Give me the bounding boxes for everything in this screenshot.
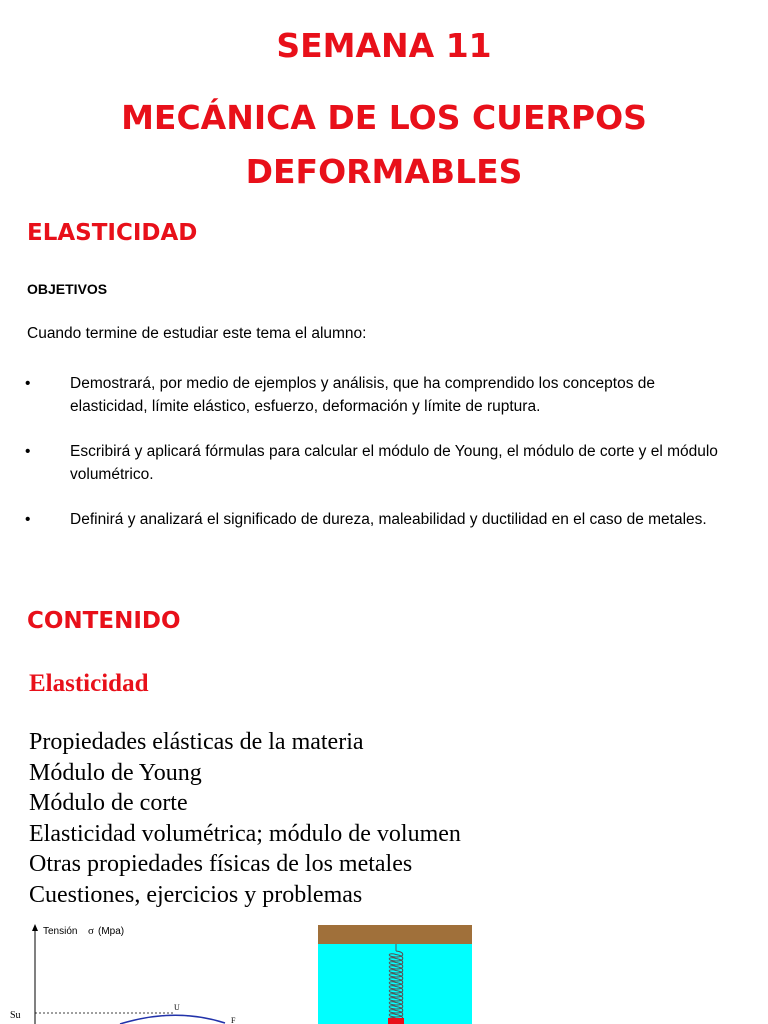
main-title-line1: MECÁNICA DE LOS CUERPOS [121, 98, 647, 137]
objective-item [0, 440, 768, 486]
content-item: Propiedades elásticas de la materia [29, 729, 364, 755]
content-subheading: Elasticidad [29, 670, 149, 697]
stress-strain-figure [0, 915, 768, 1024]
objective-text: Escribirá y aplicará fórmulas para calcular el módulo de Young, el módulo de corte y el módulo volumétrico. [70, 443, 718, 483]
main-title-line2: DEFORMABLES [245, 152, 523, 191]
content-item: Módulo de corte [29, 790, 188, 816]
content-item: Cuestiones, ejercicios y problemas [29, 881, 363, 908]
objectives-label: OBJETIVOS [27, 281, 108, 297]
objective-text: Demostrará, por medio de ejemplos y análisis, que ha comprendido los conceptos de elasticidad, límite elástico, esfuerzo, deformación y límite de ruptura. [70, 375, 656, 415]
objective-item [0, 508, 768, 531]
axis-unit: (Mpa) [98, 926, 125, 937]
objective-text: Definirá y analizará el significado de dureza, maleabilidad y ductilidad en el caso de metales. [70, 511, 707, 528]
bullet-marker: • [25, 375, 31, 392]
bullet-marker: • [25, 443, 31, 460]
objectives-list [0, 372, 768, 553]
bullet-marker: • [25, 511, 31, 528]
content-item: Elasticidad volumétrica; módulo de volumen [29, 820, 461, 847]
objective-item [0, 372, 768, 418]
content-item: Otras propiedades físicas de los metales [29, 851, 413, 877]
axis-arrow-icon [32, 924, 38, 931]
content-item: Módulo de Young [29, 759, 202, 786]
content-list [29, 727, 461, 910]
axis-label: Tensión [43, 926, 78, 937]
elasticity-heading: ELASTICIDAD [27, 220, 198, 246]
point-f-label: F [231, 1016, 236, 1024]
week-title: SEMANA 11 [276, 26, 492, 65]
sigma-symbol: σ [88, 925, 94, 937]
content-heading: CONTENIDO [27, 608, 181, 634]
objectives-intro: Cuando termine de estudiar este tema el alumno: [27, 325, 367, 342]
point-u-label: U [174, 1003, 180, 1012]
water-container [318, 944, 472, 1024]
wooden-support [318, 925, 472, 944]
su-label: Su [10, 1010, 21, 1021]
hanging-mass [388, 1018, 404, 1024]
stress-strain-curve [120, 1015, 225, 1024]
